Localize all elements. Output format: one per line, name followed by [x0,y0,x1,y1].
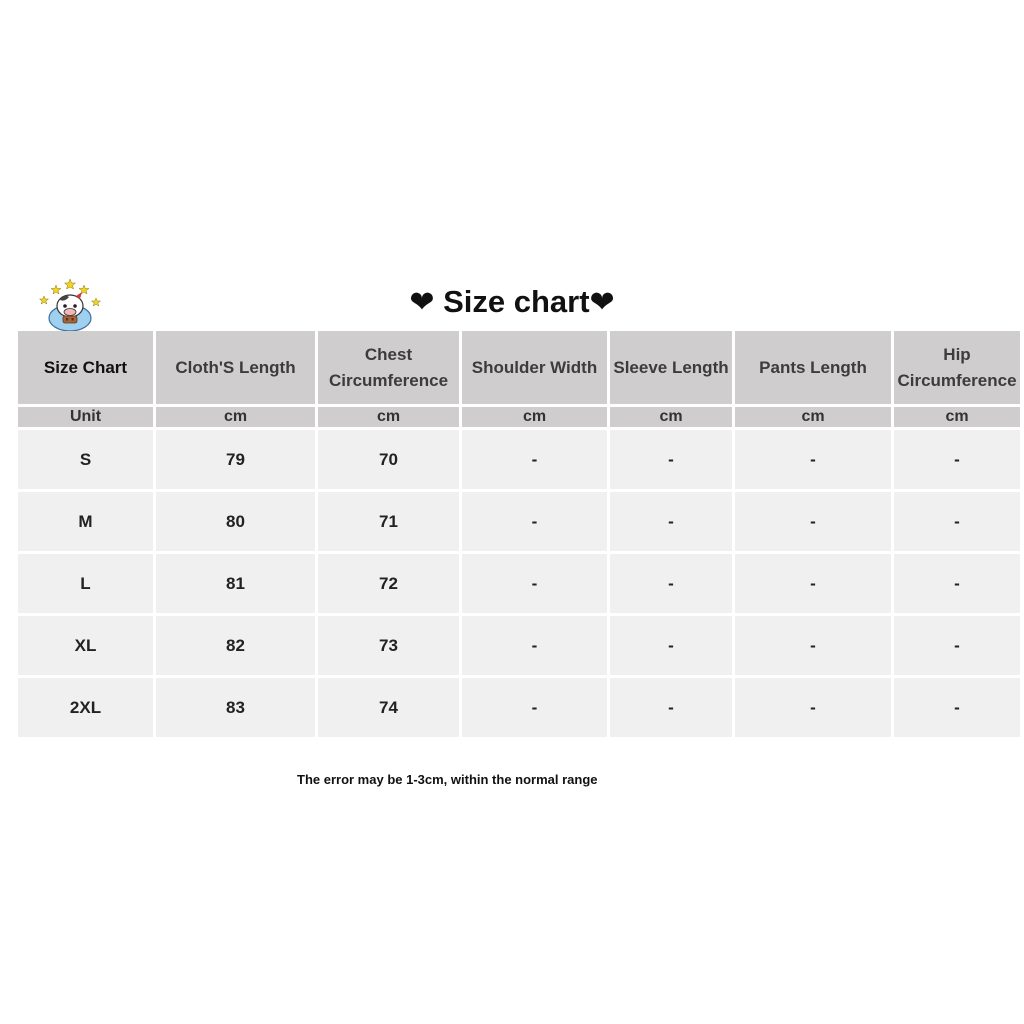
title-text: Size chart [443,284,590,319]
table-cell: - [610,430,732,489]
header-cell: Shoulder Width [462,331,607,404]
unit-cell: cm [894,407,1020,427]
heart-icon: ❤ [409,286,435,319]
table-row [18,492,1020,551]
table-cell: - [610,616,732,675]
header-cell: Size Chart [18,331,153,404]
heart-icon: ❤ [589,286,615,319]
header-row [18,331,1020,404]
size-cell: M [18,492,153,551]
header-cell: Hip Circumference [894,331,1020,404]
table-cell: 71 [318,492,459,551]
header-cell: Chest Circumference [318,331,459,404]
size-cell: 2XL [18,678,153,737]
table-cell: - [735,430,891,489]
header-cell: Pants Length [735,331,891,404]
table-cell: - [462,554,607,613]
unit-cell: cm [318,407,459,427]
unit-cell: cm [462,407,607,427]
table-cell: - [610,678,732,737]
table-cell: - [462,678,607,737]
table-cell: 74 [318,678,459,737]
table-cell: - [462,616,607,675]
table-cell: - [894,678,1020,737]
page-title [0,282,1024,323]
table-cell: - [462,492,607,551]
table-cell: 83 [156,678,315,737]
table-cell: - [610,492,732,551]
header-cell: Cloth'S Length [156,331,315,404]
table-cell: - [894,616,1020,675]
table-cell: - [735,492,891,551]
table-cell: - [735,678,891,737]
table-cell: - [735,554,891,613]
size-cell: L [18,554,153,613]
table-row [18,678,1020,737]
table-cell: 70 [318,430,459,489]
measurement-note: The error may be 1-3cm, within the normal range [297,772,598,787]
table-cell: 81 [156,554,315,613]
table-cell: 73 [318,616,459,675]
unit-row [18,407,1020,427]
size-cell: XL [18,616,153,675]
unit-cell: cm [610,407,732,427]
unit-cell: cm [735,407,891,427]
table-cell: - [894,430,1020,489]
header-cell: Sleeve Length [610,331,732,404]
table-cell: - [610,554,732,613]
table-row [18,430,1020,489]
table-cell: 80 [156,492,315,551]
size-cell: S [18,430,153,489]
table-cell: 72 [318,554,459,613]
table-cell: - [462,430,607,489]
unit-cell: Unit [18,407,153,427]
table-cell: - [894,554,1020,613]
table-cell: 79 [156,430,315,489]
unit-cell: cm [156,407,315,427]
table-row [18,554,1020,613]
table-cell: - [735,616,891,675]
table-cell: - [894,492,1020,551]
size-table [15,328,1023,740]
table-row [18,616,1020,675]
table-cell: 82 [156,616,315,675]
